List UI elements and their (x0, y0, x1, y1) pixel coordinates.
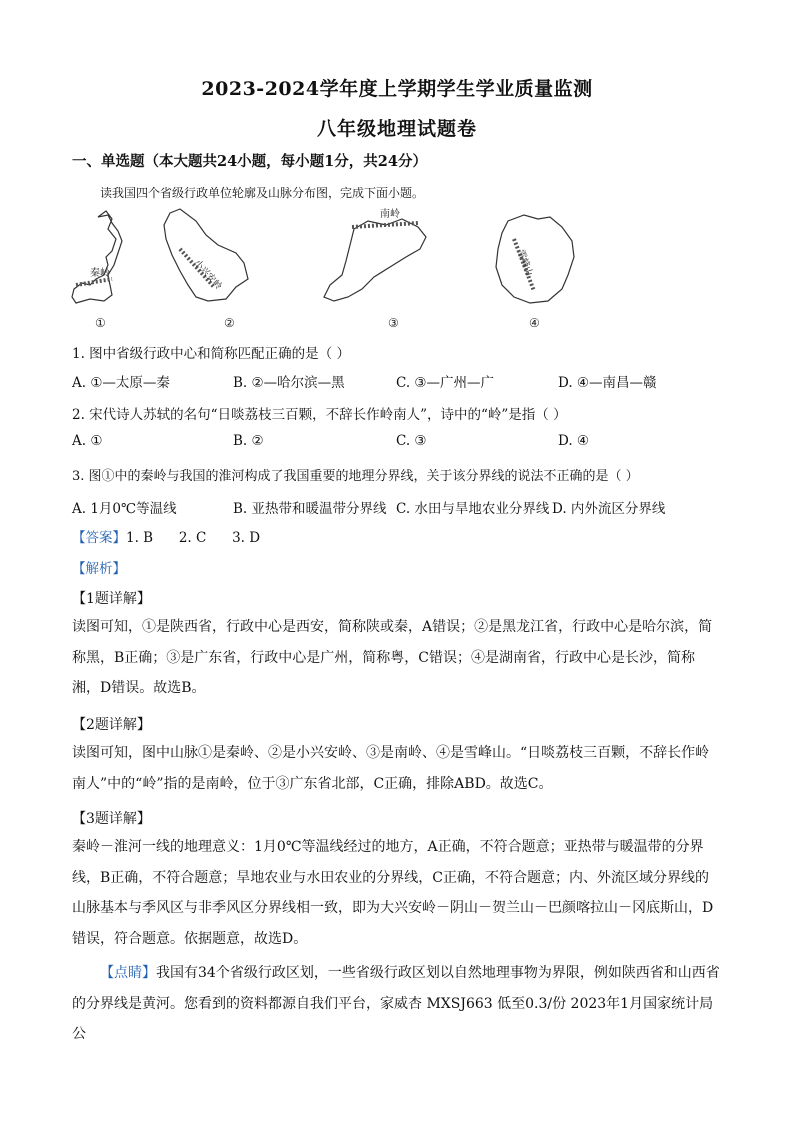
map-shaanxi (72, 211, 122, 330)
tip-label: 【点睛】 (100, 965, 156, 981)
section-intro: 读我国四个省级行政单位轮廓及山脉分布图，完成下面小题。 (100, 186, 425, 200)
exam-subtitle: 八年级地理试题卷 (316, 118, 477, 140)
map-label-1: ① (95, 316, 106, 330)
q3-option-d: D. 内外流区分界线 (552, 501, 666, 517)
mountain-label-4: 雪峰山 (515, 248, 534, 278)
q3-option-b: B. 亚热带和暖温带分界线 (233, 501, 387, 517)
mountain-label-3: 南岭 (380, 209, 400, 220)
map-guangdong (324, 207, 426, 330)
q3-option-a: A. 1月0℃等温线 (72, 501, 177, 517)
tip-text: 我国有34个省级行政区划，一些省级行政区划以自然地理事物为界限，例如陕西省和山西省的分界线是黄河。您看到的资料都源自我们平台，家威杏 MXSJ663 低至0.3/份 2023年1月国家统计局公 (72, 965, 720, 1042)
q2-option-c: C. ③ (396, 433, 427, 449)
q2-option-d: D. ④ (558, 433, 590, 449)
mountain-label-1: 秦岭 (90, 268, 110, 279)
q2-explanation-label: 【2题详解】 (72, 717, 151, 733)
q1-option-a: A. ①—太原—秦 (72, 375, 170, 391)
answer-line (72, 526, 260, 546)
q1-explanation: 读图可知，①是陕西省，行政中心是西安，简称陕或秦，A错误；②是黑龙江省，行政中心是哈尔滨，简称黑，B正确；③是广东省，行政中心是广州，简称粤，C错误；④是湖南省，行政中心是长沙，简称湘，D错误。故选B。 (72, 619, 713, 696)
analysis-label: 【解析】 (72, 561, 126, 577)
q2-explanation: 读图可知，图中山脉①是秦岭、②是小兴安岭、③是南岭、④是雪峰山。“日啖荔枝三百颗，不辞长作岭南人”中的“岭”指的是南岭，位于③广东省北部，C正确，排除ABD。故选C。 (72, 745, 710, 792)
q3-explanation: 秦岭－淮河一线的地理意义：1月0℃等温线经过的地方，A正确，不符合题意；亚热带与暖温带的分界线，B正确，不符合题意；旱地农业与水田农业的分界线，C正确，不符合题意；内、外流区域分界线的山脉基本与季风区与非季风区分界线相一致，即为大兴安岭－阴山－贺兰山－巴颜喀拉山－冈底斯山，D错误，符合题意。依据题意，故选D。 (72, 839, 714, 947)
q3-option-c: C. 水田与旱地农业分界线 (396, 501, 550, 517)
q3-explanation-label: 【3题详解】 (72, 811, 151, 827)
mountain-label-2: 小兴安岭 (191, 258, 224, 292)
q2-option-b: B. ② (233, 433, 264, 449)
exam-title: 2023-2024学年度上学期学生学业质量监测 (201, 78, 593, 100)
q1-option-b: B. ②—哈尔滨—黑 (233, 375, 345, 391)
map-heilongjiang (164, 209, 248, 330)
question-3: 3. 图①中的秦岭与我国的淮河构成了我国重要的地理分界线，关于该分界线的说法不正确的是（ ） (72, 469, 639, 484)
province-maps-figure (68, 205, 588, 335)
q2-option-a: A. ① (72, 433, 103, 449)
q1-explanation-label: 【1题详解】 (72, 591, 151, 607)
question-2: 2. 宋代诗人苏轼的名句“日啖荔枝三百颗，不辞长作岭南人”，诗中的“岭”是指（ ） (72, 407, 567, 423)
tip-paragraph (72, 958, 722, 1050)
map-label-3: ③ (388, 316, 399, 330)
map-hunan (496, 215, 574, 330)
q1-option-d: D. ④—南昌—赣 (558, 375, 657, 391)
q1-option-c: C. ③—广州—广 (396, 375, 495, 391)
answer-label: 【答案】 (72, 530, 126, 546)
map-label-4: ④ (529, 316, 540, 330)
map-label-2: ② (224, 316, 235, 330)
section-heading: 一、单选题（本大题共24小题，每小题1分，共24分） (72, 153, 427, 170)
answer-text: 1. B 2. C 3. D (126, 530, 261, 546)
question-1: 1. 图中省级行政中心和简称匹配正确的是（ ） (72, 346, 350, 362)
